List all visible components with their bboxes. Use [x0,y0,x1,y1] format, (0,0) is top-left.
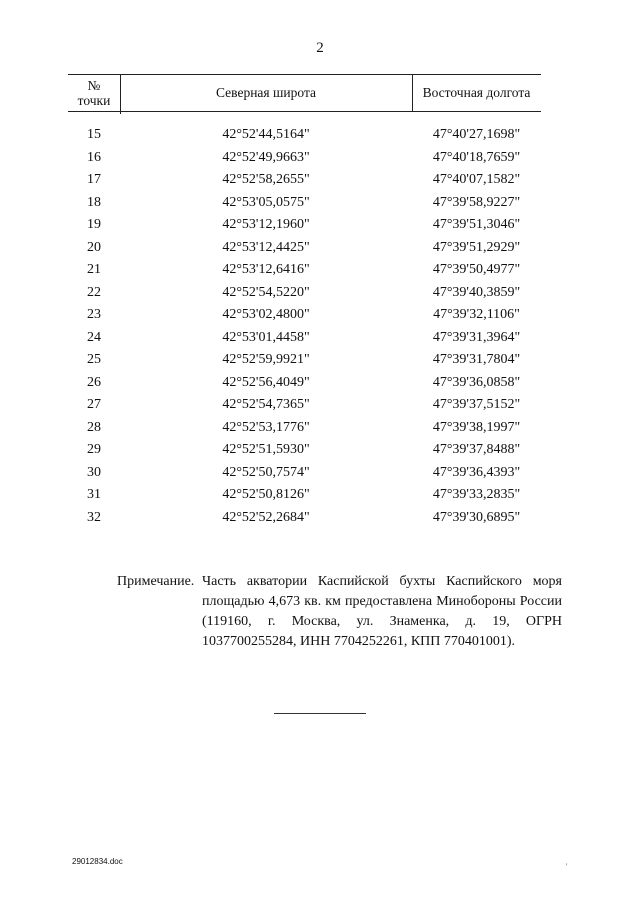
table-row [68,192,541,215]
latitude-value: 42°53'01,4458" [222,329,310,345]
header-longitude: Восточная долгота [422,85,531,100]
point-number: 30 [87,464,101,480]
header-latitude: Северная широта [120,75,413,111]
latitude-value: 42°53'02,4800" [222,307,310,322]
longitude-value: 47°39'36,4393" [432,464,521,480]
latitude-value: 42°52'54,7365" [222,397,310,412]
latitude-value: 42°52'59,9921" [222,352,310,367]
longitude-value: 47°39'37,8488" [432,442,521,457]
table-row [68,349,541,372]
longitude-value: 47°39'51,2929" [432,239,521,255]
header-num-word: точки [77,93,111,108]
latitude-value: 42°53'05,0575" [222,194,310,210]
latitude-value: 42°52'50,8126" [222,487,310,502]
table-row [68,462,541,485]
table-row [68,169,541,192]
point-number: 31 [87,487,101,502]
table-row [68,439,541,462]
longitude-value: 47°40'27,1698" [432,127,521,142]
note-label: Примечание. [117,574,195,589]
longitude-value: 47°40'07,1582" [432,172,521,187]
latitude-value: 42°52'54,5220" [222,284,310,300]
table-row [68,147,541,170]
longitude-value: 47°39'40,3859" [432,284,521,300]
point-number: 23 [87,307,101,322]
longitude-value: 47°39'36,0858" [432,374,521,390]
longitude-value: 47°39'31,7804" [432,352,521,367]
longitude-value: 47°39'31,3964" [432,329,521,345]
table-row [68,507,541,530]
point-number: 24 [87,329,101,345]
latitude-value: 42°53'12,6416" [222,262,310,277]
latitude-value: 42°52'49,9663" [222,149,310,165]
point-number: 19 [87,217,101,232]
table-row [68,327,541,350]
table-row [68,372,541,395]
longitude-value: 47°39'37,5152" [432,397,521,412]
longitude-value: 47°40'18,7659" [432,149,521,165]
table-row [68,484,541,507]
longitude-value: 47°39'30,6895" [432,509,521,525]
corner-mark: ' [566,862,568,871]
longitude-value: 47°39'33,2835" [432,487,521,502]
table-row [68,124,541,147]
point-number: 16 [87,149,101,165]
header-point-number [68,75,121,114]
longitude-value: 47°39'50,4977" [432,262,521,277]
longitude-value: 47°39'38,1997" [432,419,521,435]
table-row [68,304,541,327]
document-id: 29012834.doc [72,857,123,866]
latitude-value: 42°52'56,4049" [222,374,310,390]
latitude-value: 42°52'52,2684" [222,509,310,525]
point-number: 28 [87,419,101,435]
table-row [68,214,541,237]
point-number: 21 [87,262,101,277]
table-row [68,259,541,282]
point-number: 26 [87,374,101,390]
point-number: 27 [87,397,101,412]
latitude-value: 42°52'44,5164" [222,127,310,142]
table-row [68,282,541,305]
table-row [68,394,541,417]
latitude-value: 42°52'58,2655" [222,172,310,187]
point-number: 17 [87,172,101,187]
longitude-value: 47°39'58,9227" [432,194,521,210]
point-number: 18 [87,194,101,210]
page-number: 2 [316,40,324,56]
separator-line [274,713,366,714]
table-row [68,417,541,440]
point-number: 22 [87,284,101,300]
point-number: 25 [87,352,101,367]
latitude-value: 42°52'51,5930" [222,442,310,457]
table-row [68,237,541,260]
header-num-symbol: № [87,78,101,93]
point-number: 32 [87,509,101,525]
point-number: 15 [87,127,101,142]
latitude-value: 42°52'50,7574" [222,464,310,480]
latitude-value: 42°53'12,4425" [222,239,310,255]
table-header [68,74,541,112]
point-number: 20 [87,239,101,255]
latitude-value: 42°52'53,1776" [222,419,310,435]
latitude-value: 42°53'12,1960" [222,217,310,232]
point-number: 29 [87,442,101,457]
longitude-value: 47°39'32,1106" [433,307,520,322]
note-text: Часть акватории Каспийской бухты Каспийского моря площадью 4,673 кв. км предоставлена Минобороны России (119160, г. Москва, ул. Знаменка, д. 19, ОГРН 1037700255284, ИНН 7704252261, КПП 770401001). [202,574,562,649]
longitude-value: 47°39'51,3046" [432,217,521,232]
coordinates-table-body [68,124,541,529]
